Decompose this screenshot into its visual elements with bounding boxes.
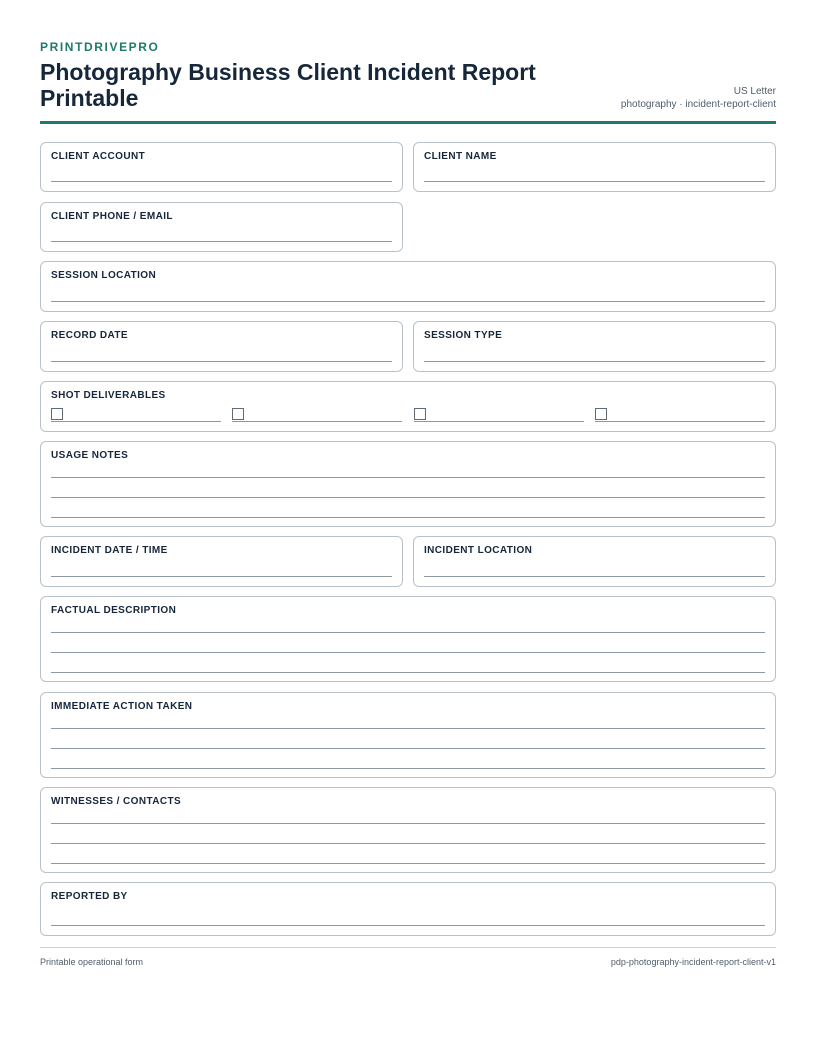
witnesses-contacts-label: WITNESSES / CONTACTS (51, 796, 182, 807)
shot-deliverables-label: SHOT DELIVERABLES (51, 390, 166, 401)
client-phone-email-input-line[interactable] (51, 241, 392, 242)
client-name-field (413, 142, 776, 192)
deliverable-checkbox-4[interactable] (595, 408, 607, 420)
immediate-action-label: IMMEDIATE ACTION TAKEN (51, 701, 193, 712)
immediate-action-line-1[interactable] (51, 728, 765, 729)
witnesses-contacts-line-1[interactable] (51, 823, 765, 824)
incident-date-time-field (40, 536, 403, 587)
form-tags: photography · incident-report-client (620, 99, 776, 110)
immediate-action-field (40, 692, 776, 778)
incident-date-time-label: INCIDENT DATE / TIME (51, 545, 168, 556)
witnesses-contacts-line-2[interactable] (51, 843, 765, 844)
record-date-label: RECORD DATE (51, 330, 128, 341)
deliverable-checkbox-3[interactable] (414, 408, 426, 420)
session-type-input-line[interactable] (424, 361, 765, 362)
witnesses-contacts-field (40, 787, 776, 873)
witnesses-contacts-line-3[interactable] (51, 863, 765, 864)
usage-notes-line-2[interactable] (51, 497, 765, 498)
page-meta (621, 85, 776, 111)
session-type-label: SESSION TYPE (424, 330, 503, 341)
page-title: Photography Business Client Incident Report Printable (40, 59, 536, 111)
session-location-field (40, 261, 776, 312)
deliverable-checkbox-1[interactable] (51, 408, 63, 420)
deliverable-line-4[interactable] (595, 421, 765, 422)
deliverable-line-1[interactable] (51, 421, 221, 422)
client-name-label: CLIENT NAME (424, 151, 497, 162)
factual-description-line-2[interactable] (51, 652, 765, 653)
client-account-input-line[interactable] (51, 181, 392, 182)
session-type-field (413, 321, 776, 372)
client-name-input-line[interactable] (424, 181, 765, 182)
immediate-action-line-3[interactable] (51, 768, 765, 769)
page-footer (40, 947, 776, 967)
factual-description-label: FACTUAL DESCRIPTION (51, 605, 177, 616)
shot-deliverables-field (40, 381, 776, 432)
incident-location-field (413, 536, 776, 587)
reported-by-field (40, 882, 776, 936)
client-phone-email-label: CLIENT PHONE / EMAIL (51, 211, 173, 222)
client-account-label: CLIENT ACCOUNT (51, 151, 146, 162)
session-location-input-line[interactable] (51, 301, 765, 302)
form-page (40, 40, 776, 902)
client-phone-email-field (40, 202, 403, 252)
client-account-field (40, 142, 403, 192)
reported-by-label: REPORTED BY (51, 891, 128, 902)
paper-size: US Letter (733, 86, 776, 97)
factual-description-line-1[interactable] (51, 632, 765, 633)
footer-form-id: pdp-photography-incident-report-client-v1 (610, 957, 776, 967)
record-date-input-line[interactable] (51, 361, 392, 362)
brand-name: PRINTDRIVEPRO (40, 40, 160, 54)
deliverable-checkbox-2[interactable] (232, 408, 244, 420)
factual-description-field (40, 596, 776, 682)
record-date-field (40, 321, 403, 372)
usage-notes-label: USAGE NOTES (51, 450, 129, 461)
deliverable-line-3[interactable] (414, 421, 584, 422)
usage-notes-field (40, 441, 776, 527)
page-header (40, 54, 776, 124)
deliverable-line-2[interactable] (232, 421, 402, 422)
incident-location-input-line[interactable] (424, 576, 765, 577)
footer-form-type: Printable operational form (40, 957, 144, 967)
usage-notes-line-1[interactable] (51, 477, 765, 478)
reported-by-input-line[interactable] (51, 925, 765, 926)
session-location-label: SESSION LOCATION (51, 270, 157, 281)
immediate-action-line-2[interactable] (51, 748, 765, 749)
incident-location-label: INCIDENT LOCATION (424, 545, 533, 556)
factual-description-line-3[interactable] (51, 672, 765, 673)
usage-notes-line-3[interactable] (51, 517, 765, 518)
incident-date-time-input-line[interactable] (51, 576, 392, 577)
